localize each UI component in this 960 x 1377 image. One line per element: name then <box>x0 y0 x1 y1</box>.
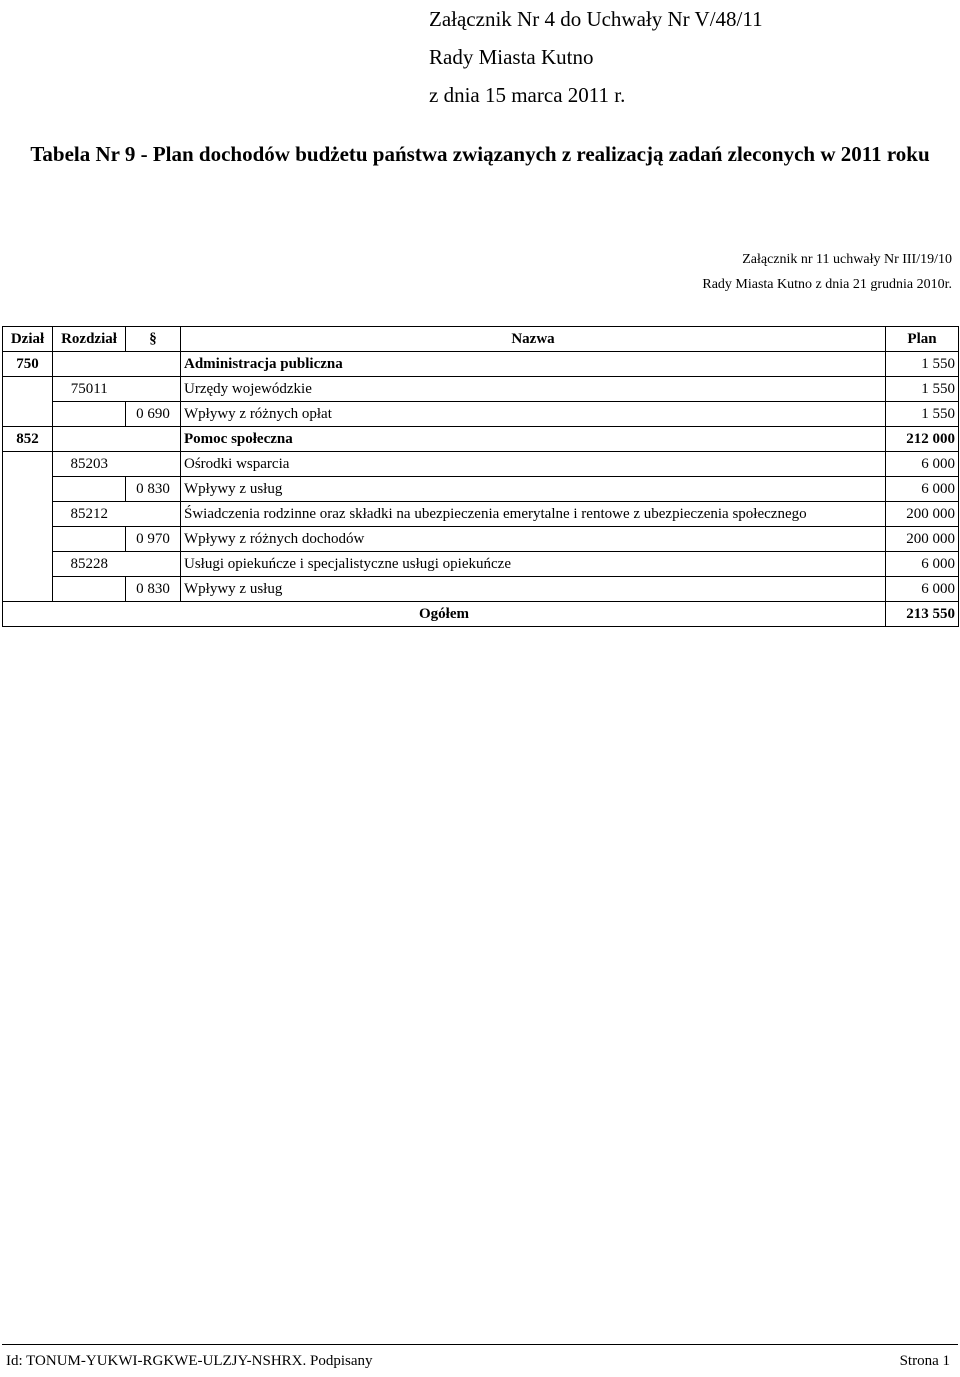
cell-paragraf <box>126 377 181 402</box>
table-row <box>3 502 959 527</box>
cell-nazwa: Świadczenia rodzinne oraz składki na ubezpieczenia emerytalne i rentowe z ubezpieczenia społecznego <box>181 502 886 527</box>
cell-dzial <box>3 402 53 427</box>
cell-plan: 6 000 <box>886 477 959 502</box>
cell-nazwa: Pomoc społeczna <box>181 427 886 452</box>
cell-plan: 200 000 <box>886 502 959 527</box>
cell-rozdzial: 85212 <box>53 502 126 527</box>
cell-nazwa: Ośrodki wsparcia <box>181 452 886 477</box>
reference-note <box>702 247 952 297</box>
document-header <box>429 0 763 114</box>
cell-plan: 6 000 <box>886 552 959 577</box>
cell-nazwa: Wpływy z usług <box>181 577 886 602</box>
cell-rozdzial <box>53 427 126 452</box>
cell-rozdzial <box>53 352 126 377</box>
cell-nazwa: Usługi opiekuńcze i specjalistyczne usługi opiekuńcze <box>181 552 886 577</box>
cell-paragraf: 0 830 <box>126 477 181 502</box>
total-row <box>3 602 959 627</box>
table-row <box>3 377 959 402</box>
page-number: Strona 1 <box>899 1353 950 1369</box>
table-row <box>3 352 959 377</box>
cell-dzial: 750 <box>3 352 53 377</box>
total-plan: 213 550 <box>886 602 959 627</box>
paragraph-icon: § <box>149 330 157 347</box>
reference-line-1: Załącznik nr 11 uchwały Nr III/19/10 <box>742 252 952 267</box>
column-header-plan: Plan <box>886 327 959 352</box>
cell-nazwa: Wpływy z różnych opłat <box>181 402 886 427</box>
cell-dzial <box>3 502 53 527</box>
cell-rozdzial <box>53 402 126 427</box>
cell-dzial <box>3 527 53 552</box>
cell-dzial <box>3 577 53 602</box>
column-header-dzial: Dział <box>3 327 53 352</box>
page-title: Tabela Nr 9 - Plan dochodów budżetu państwa związanych z realizacją zadań zleconych w 2011 roku <box>30 142 930 166</box>
cell-paragraf <box>126 352 181 377</box>
cell-plan: 6 000 <box>886 577 959 602</box>
cell-dzial <box>3 377 53 402</box>
table-row <box>3 552 959 577</box>
cell-plan: 1 550 <box>886 377 959 402</box>
table-row <box>3 402 959 427</box>
document-id: Id: TONUM-YUKWI-RGKWE-ULZJY-NSHRX. Podpisany <box>6 1353 373 1369</box>
cell-dzial <box>3 477 53 502</box>
cell-paragraf <box>126 552 181 577</box>
cell-plan: 6 000 <box>886 452 959 477</box>
cell-rozdzial: 85203 <box>53 452 126 477</box>
cell-paragraf <box>126 452 181 477</box>
cell-rozdzial <box>53 477 126 502</box>
table-row <box>3 452 959 477</box>
cell-paragraf <box>126 427 181 452</box>
reference-line-2: Rady Miasta Kutno z dnia 21 grudnia 2010r. <box>702 277 952 292</box>
cell-plan: 1 550 <box>886 402 959 427</box>
cell-plan: 200 000 <box>886 527 959 552</box>
attachment-line: Załącznik Nr 4 do Uchwały Nr V/48/11 <box>429 7 763 31</box>
table-row <box>3 427 959 452</box>
cell-nazwa: Wpływy z różnych dochodów <box>181 527 886 552</box>
cell-nazwa: Urzędy wojewódzkie <box>181 377 886 402</box>
budget-table <box>2 326 959 627</box>
cell-plan: 212 000 <box>886 427 959 452</box>
cell-rozdzial <box>53 527 126 552</box>
column-header-paragraf <box>126 327 181 352</box>
cell-rozdzial: 85228 <box>53 552 126 577</box>
column-header-rozdzial: Rozdział <box>53 327 126 352</box>
cell-dzial <box>3 552 53 577</box>
cell-rozdzial: 75011 <box>53 377 126 402</box>
cell-dzial: 852 <box>3 427 53 452</box>
cell-paragraf <box>126 502 181 527</box>
cell-dzial <box>3 452 53 477</box>
cell-rozdzial <box>53 577 126 602</box>
total-label: Ogółem <box>3 602 886 627</box>
column-header-nazwa: Nazwa <box>181 327 886 352</box>
cell-paragraf: 0 970 <box>126 527 181 552</box>
cell-paragraf: 0 690 <box>126 402 181 427</box>
table-row <box>3 477 959 502</box>
table-row <box>3 527 959 552</box>
cell-nazwa: Administracja publiczna <box>181 352 886 377</box>
cell-nazwa: Wpływy z usług <box>181 477 886 502</box>
table-row <box>3 577 959 602</box>
cell-paragraf: 0 830 <box>126 577 181 602</box>
council-line: Rady Miasta Kutno <box>429 45 594 69</box>
cell-plan: 1 550 <box>886 352 959 377</box>
table-header-row <box>3 327 959 352</box>
footer-divider <box>2 1344 958 1345</box>
date-line: z dnia 15 marca 2011 r. <box>429 83 626 107</box>
